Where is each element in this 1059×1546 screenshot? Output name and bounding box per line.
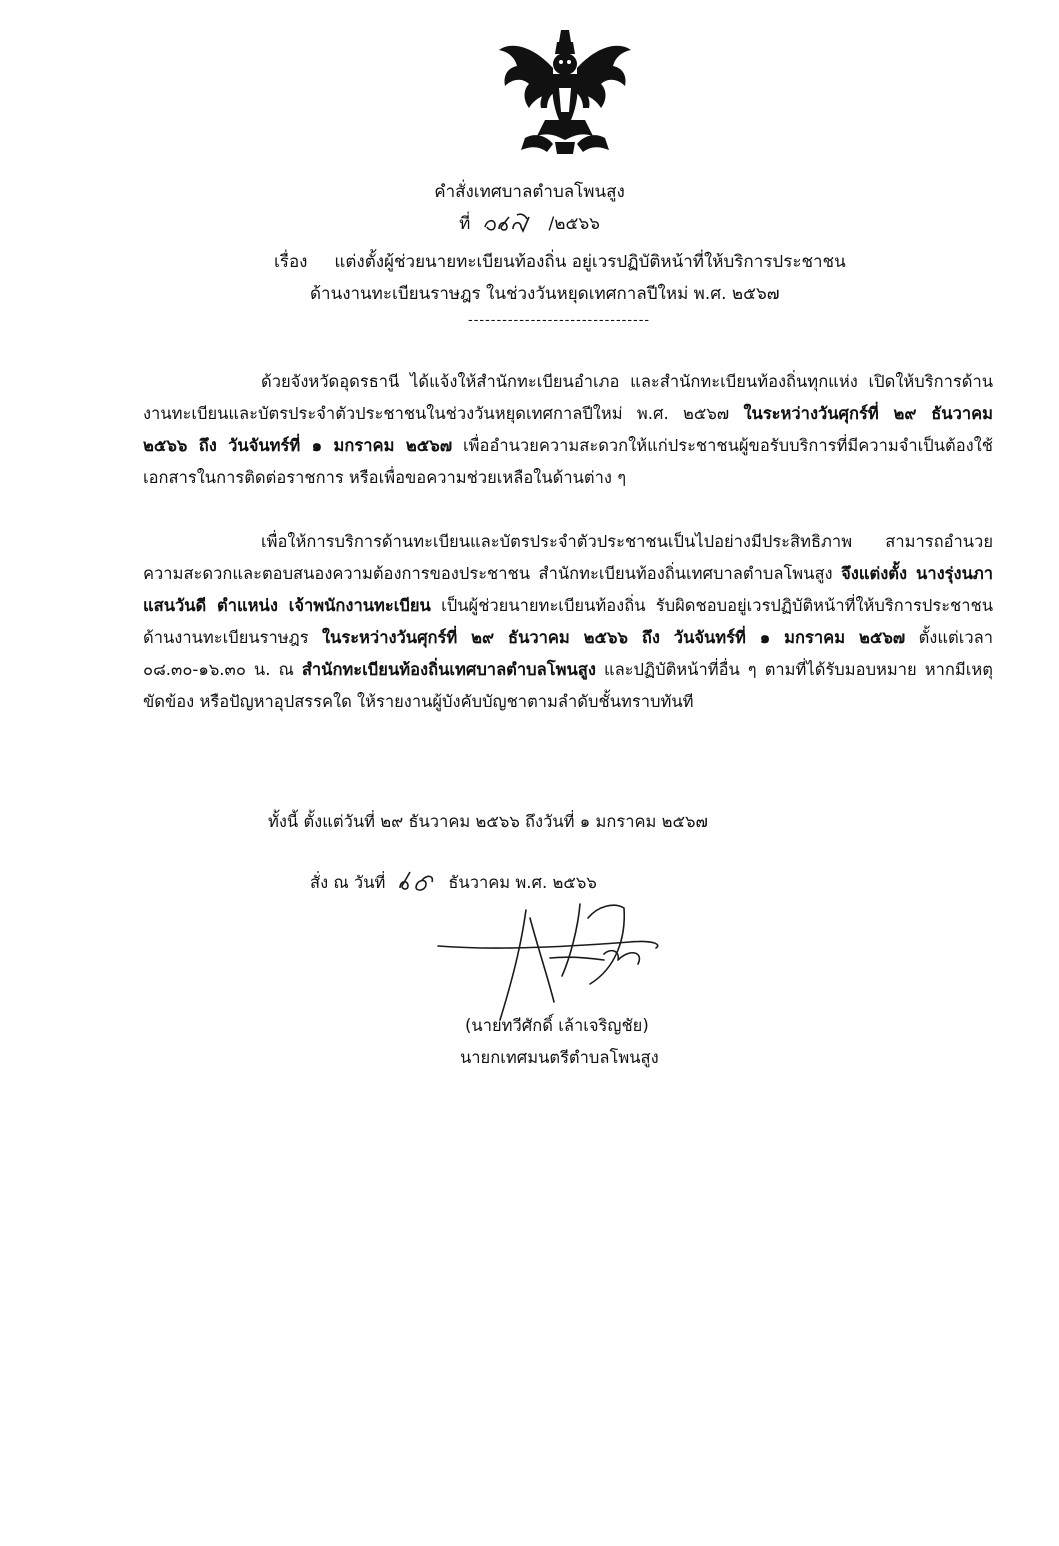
effective-period: ทั้งนี้ ตั้งแต่วันที่ ๒๙ ธันวาคม ๒๕๖๖ ถึงวันที่ ๑ มกราคม ๒๕๖๗ — [268, 812, 708, 831]
paragraph-2-text-2: เป็นผู้ช่วยนายทะเบียนท้องถิ่น รับผิดชอบอยู่เวรปฏิบัติหน้าที่ให้บริการประชาชน ด้านงานทะเบียนราษฎร — [143, 596, 993, 647]
paragraph-2-bold-2: ในระหว่างวันศุกร์ที่ ๒๙ ธันวาคม ๒๕๖๖ ถึง วันจันทร์ที่ ๑ มกราคม ๒๕๖๗ — [322, 628, 906, 647]
handwritten-signature — [430, 898, 680, 1028]
paragraph-1-text-1: ด้วยจังหวัดอุดรธานี ได้แจ้งให้สำนักทะเบียนอำเภอ และสำนักทะเบียนท้องถิ่นทุกแห่ง เปิดให้บริการด้านงานทะเบียนและบัตรประจำตัวประชาชนในช่วงวันหยุดเทศกาลปีใหม่ พ.ศ. ๒๕๖๗ — [143, 372, 993, 423]
separator-rule: -------------------------------- — [468, 313, 651, 328]
paragraph-2 — [143, 526, 993, 718]
order-number-prefix: ที่ — [459, 214, 471, 234]
given-date-prefix: สั่ง ณ วันที่ — [310, 873, 386, 892]
paragraph-2-text-1: เพื่อให้การบริการด้านทะเบียนและบัตรประจำตัวประชาชนเป็นไปอย่างมีประสิทธิภาพ สามารถอำนวยความสะดวกและตอบสนองความต้องการของประชาชน สำนักทะเบียนท้องถิ่นเทศบาลตำบลโพนสูง — [143, 532, 993, 583]
garuda-emblem-icon — [495, 28, 635, 156]
given-date-suffix: ธันวาคม พ.ศ. ๒๕๖๖ — [448, 873, 597, 892]
signer-name: (นายทวีศักดิ์ เล้าเจริญชัย) — [465, 1016, 649, 1035]
signer-position: นายกเทศมนตรีตำบลโพนสูง — [460, 1048, 659, 1067]
subject-block — [274, 246, 846, 310]
paragraph-1 — [143, 366, 993, 494]
paragraph-2-text-3: ตั้งแต่เวลา ๐๘.๓๐-๑๖.๓๐ น. ณ — [143, 628, 993, 679]
paragraph-2-text-4: และปฏิบัติหน้าที่อื่น ๆ ตามที่ได้รับมอบหมาย หากมีเหตุขัดข้อง หรือปัญหาอุปสรรคใด ให้รายงานผู้บังคับบัญชาตามลำดับชั้นทราบทันที — [143, 660, 993, 711]
subject-text-2: ด้านงานทะเบียนราษฎร ในช่วงวันหยุดเทศกาลปีใหม่ พ.ศ. ๒๕๖๗ — [310, 284, 780, 304]
given-date — [310, 868, 597, 896]
order-number-suffix: /๒๕๖๖ — [548, 214, 600, 234]
order-number — [0, 210, 1059, 237]
paragraph-2-bold-1: จึงแต่งตั้ง นางรุ่งนภา แสนวันดี ตำแหน่ง เจ้าพนักงานทะเบียน — [143, 564, 993, 615]
handwritten-day — [396, 868, 438, 896]
subject-line-1 — [274, 246, 846, 278]
handwritten-order-number — [481, 211, 543, 235]
paragraph-1-text-2: เพื่ออำนวยความสะดวกให้แก่ประชาชนผู้ขอรับบริการที่มีความจำเป็นต้องใช้เอกสารในการติดต่อราชการ หรือเพื่อขอความช่วยเหลือในด้านต่าง ๆ — [143, 436, 993, 487]
subject-text-1: แต่งตั้งผู้ช่วยนายทะเบียนท้องถิ่น อยู่เวรปฏิบัติหน้าที่ให้บริการประชาชน — [334, 252, 846, 272]
paragraph-1-bold-1: ในระหว่างวันศุกร์ที่ ๒๙ ธันวาคม ๒๕๖๖ ถึง วันจันทร์ที่ ๑ มกราคม ๒๕๖๗ — [143, 404, 994, 455]
subject-label: เรื่อง — [274, 252, 308, 272]
paragraph-2-bold-3: สำนักทะเบียนท้องถิ่นเทศบาลตำบลโพนสูง — [301, 660, 596, 679]
document-title: คำสั่งเทศบาลตำบลโพนสูง — [434, 182, 625, 202]
